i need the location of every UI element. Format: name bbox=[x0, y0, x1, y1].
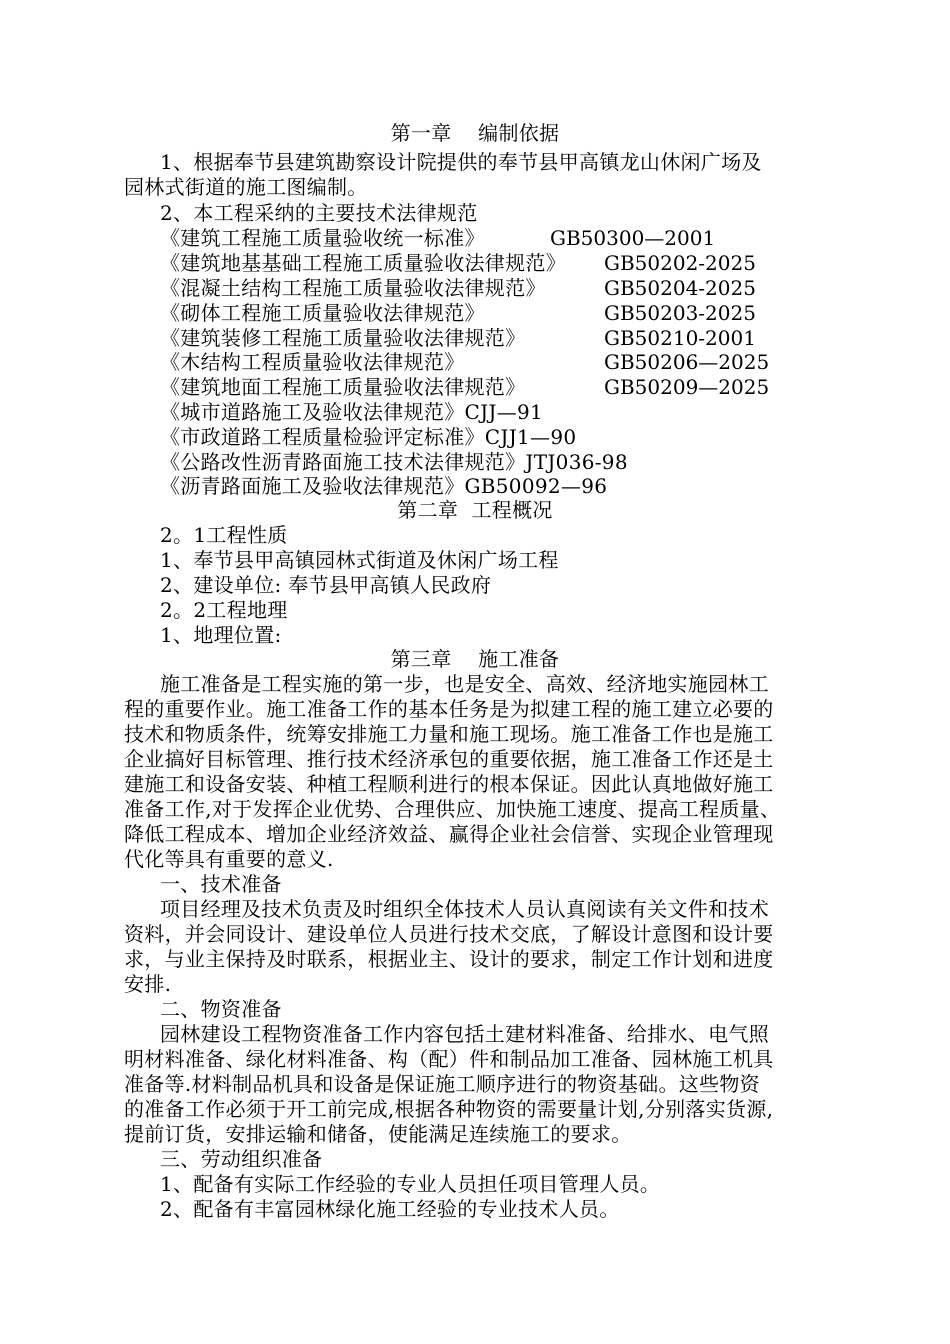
ch3-sec1-line: 资料，并会同设计、建设单位人员进行技术交底，了解设计意图和设计要 bbox=[124, 922, 774, 946]
standard-inline: 《沥青路面施工及验收法律规范》GB50092—96 bbox=[160, 474, 608, 498]
ch3-intro-line: 代化等具有重要的意义. bbox=[124, 847, 334, 871]
chapter2-title: 第二章 工程概况 bbox=[397, 498, 553, 522]
ch3-sec3-item: 2、配备有丰富园林绿化施工经验的专业技术人员。 bbox=[160, 1197, 620, 1221]
ch3-sec1-line: 安排. bbox=[124, 972, 172, 996]
ch3-intro-line: 降低工程成本、增加企业经济效益、赢得企业社会信誉、实现企业管理现 bbox=[124, 822, 774, 846]
standard-name: 《木结构工程质量验收法律规范》 bbox=[160, 350, 465, 374]
standard-code: GB50203-2025 bbox=[604, 301, 756, 325]
ch3-intro-line: 建施工和设备安装、种植工程顺利进行的根本保证。因此认真地做好施工 bbox=[124, 772, 774, 796]
standard-inline: 《城市道路施工及验收法律规范》CJJ—91 bbox=[160, 400, 544, 424]
standard-code: GB50210-2001 bbox=[604, 326, 756, 350]
ch3-intro-line: 施工准备是工程实施的第一步，也是安全、高效、经济地实施园林工 bbox=[160, 672, 769, 696]
ch3-sec3-title: 三、劳动组织准备 bbox=[160, 1147, 323, 1171]
ch3-intro-line: 企业搞好目标管理、推行技术经济承包的重要依据，施工准备工作还是土 bbox=[124, 747, 774, 771]
standard-code: GB50206—2025 bbox=[604, 350, 770, 374]
standard-name: 《建筑工程施工质量验收统一标准》 bbox=[160, 226, 485, 250]
ch3-sec2-line: 园林建设工程物资准备工作内容包括土建材料准备、给排水、电气照 bbox=[160, 1022, 769, 1046]
ch3-sec2-line: 的准备工作必须于开工前完成,根据各种物资的需要量计划,分别落实货源, bbox=[124, 1097, 774, 1121]
ch3-sec3-item: 1、配备有实际工作经验的专业人员担任项目管理人员。 bbox=[160, 1172, 661, 1196]
ch3-intro-line: 技术和物质条件，统筹安排施工力量和施工现场。施工准备工作也是施工 bbox=[124, 722, 774, 746]
standard-inline: 《市政道路工程质量检验评定标准》CJJ1—90 bbox=[160, 425, 577, 449]
standard-code: GB50202-2025 bbox=[604, 251, 756, 275]
standard-name: 《砌体工程施工质量验收法律规范》 bbox=[160, 301, 485, 325]
standard-name: 《建筑装修工程施工质量验收法律规范》 bbox=[160, 326, 526, 350]
standard-code: GB50209—2025 bbox=[604, 375, 770, 399]
ch3-sec2-line: 明材料准备、绿化材料准备、构（配）件和制品加工准备、园林施工机具 bbox=[124, 1047, 774, 1071]
standard-name: 《建筑地面工程施工质量验收法律规范》 bbox=[160, 375, 526, 399]
standard-code: GB50204-2025 bbox=[604, 276, 756, 300]
standard-code: GB50300—2001 bbox=[550, 226, 716, 250]
ch3-sec2-line: 准备等.材料制品机具和设备是保证施工顺序进行的物资基础。这些物资 bbox=[124, 1072, 760, 1096]
ch1-para1-line2: 园林式街道的施工图编制。 bbox=[124, 175, 368, 199]
standard-name: 《建筑地基基础工程施工质量验收法律规范》 bbox=[160, 251, 566, 275]
ch3-sec2-line: 提前订货，安排运输和储备，使能满足连续施工的要求。 bbox=[124, 1122, 632, 1146]
standard-name: 《混凝土结构工程施工质量验收法律规范》 bbox=[160, 276, 546, 300]
ch3-sec1-line: 求，与业主保持及时联系，根据业主、设计的要求，制定工作计划和进度 bbox=[124, 947, 774, 971]
ch2-item2: 2、建设单位: 奉节县甲高镇人民政府 bbox=[160, 573, 492, 597]
ch2-item1: 1、奉节县甲高镇园林式街道及休闲广场工程 bbox=[160, 548, 559, 572]
ch2-section-2-2: 2。2工程地理 bbox=[160, 598, 288, 622]
ch3-intro-line: 程的重要作业。施工准备工作的基本任务是为拟建工程的施工建立必要的 bbox=[124, 697, 774, 721]
ch3-sec1-line: 项目经理及技术负责及时组织全体技术人员认真阅读有关文件和技术 bbox=[160, 897, 769, 921]
ch3-sec2-title: 二、物资准备 bbox=[160, 997, 282, 1021]
ch1-item2: 2、本工程采纳的主要技术法律规范 bbox=[160, 201, 478, 225]
ch2-section-2-1: 2。1工程性质 bbox=[160, 523, 288, 547]
chapter1-title: 第一章 编制依据 bbox=[390, 121, 560, 145]
ch3-intro-line: 准备工作,对于发挥企业优势、合理供应、加快施工速度、提高工程质量、 bbox=[124, 797, 781, 821]
standard-inline: 《公路改性沥青路面施工技术法律规范》JTJ036-98 bbox=[160, 450, 628, 474]
chapter3-title: 第三章 施工准备 bbox=[390, 647, 560, 671]
ch1-para1-line1: 1、根据奉节县建筑勘察设计院提供的奉节县甲高镇龙山休闲广场及 bbox=[160, 150, 762, 174]
ch3-sec1-title: 一、技术准备 bbox=[160, 872, 282, 896]
ch2-item3: 1、地理位置: bbox=[160, 623, 282, 647]
